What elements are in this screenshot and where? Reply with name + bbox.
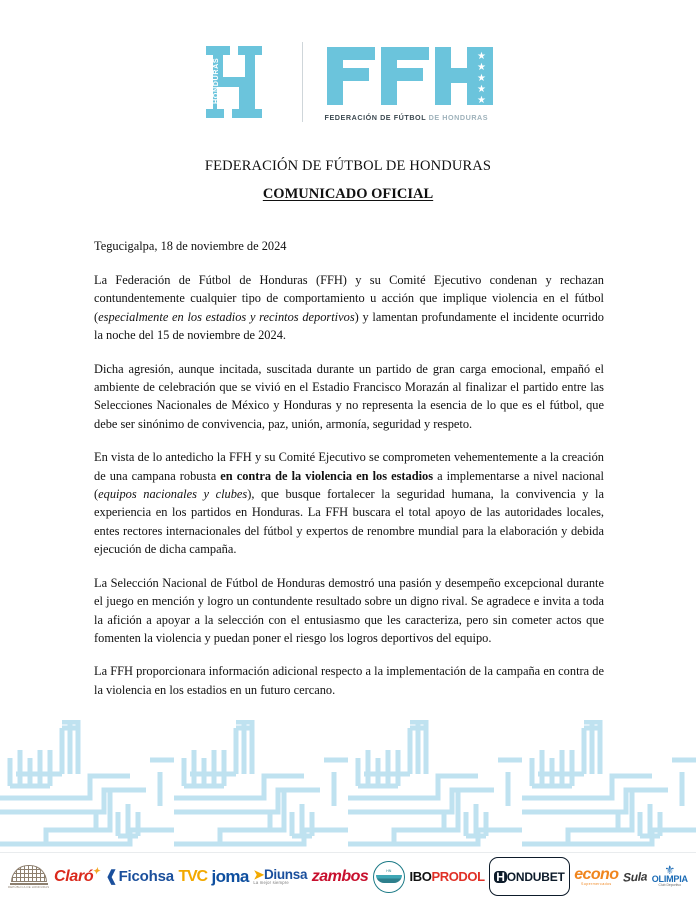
sponsor-joma bbox=[211, 860, 248, 894]
page-title: FEDERACIÓN DE FÚTBOL DE HONDURAS bbox=[204, 158, 492, 174]
sponsor-iboprodol bbox=[410, 860, 485, 894]
svg-text:★: ★ bbox=[476, 83, 486, 95]
claro-spark-icon: ✦ bbox=[92, 866, 100, 876]
diunsa-arrow-icon: ➤ bbox=[253, 866, 264, 882]
greek-key-maze-pattern bbox=[0, 720, 696, 852]
paragraph-1: La Federación de Fútbol de Honduras (FFH) y su Comité Ejecutivo condenan y rechazan contundentemente cualquier tipo de comportamiento u acción que implique violencia en el fútbol (especialmente en los estadios y recintos deportivos) y lamentan profundamente el incidente ocurrido la noche del 15 de noviembre de 2024. bbox=[94, 273, 604, 343]
ffh-wordmark-logo bbox=[303, 43, 495, 122]
sponsor-econo-tagline: Supermercados bbox=[581, 881, 612, 886]
sponsor-ficohsa bbox=[105, 860, 174, 894]
sponsor-tvc bbox=[178, 860, 206, 894]
svg-text:★: ★ bbox=[255, 87, 266, 100]
sponsor-iboprodol-label-b: PRODOL bbox=[431, 869, 485, 884]
svg-text:★: ★ bbox=[476, 72, 486, 84]
sponsor-diunsa bbox=[253, 860, 307, 894]
sponsor-diunsa-tagline: La mejor siempre bbox=[253, 880, 289, 886]
olimpia-lion-icon: ⚜ bbox=[664, 863, 676, 878]
svg-text:★: ★ bbox=[255, 76, 266, 89]
paragraph-2: Dicha agresión, aunque incitada, suscitada durante un partido de gran carga emocional, empañó el ambiente de celebración que se vivió en el Estadio Francisco Morazán al finalizar el partido entre las Selecciones Nacionales de México y Honduras y no representa la esencia de lo que es el fútbol, que debe ser sinónimo de convivencia, paz, unión, armonía, seguridad y respeto. bbox=[94, 361, 604, 431]
document-type-label: COMUNICADO OFICIAL bbox=[262, 186, 434, 202]
sponsor-gobierno-seal bbox=[8, 860, 49, 894]
sponsor-diunsa-label: Diunsa bbox=[263, 866, 308, 882]
svg-text:★: ★ bbox=[255, 54, 266, 67]
honduras-crest-logo bbox=[202, 42, 303, 122]
seal-dome-icon bbox=[11, 865, 47, 882]
sponsor-olimpia-tagline: Club Deportivo bbox=[658, 883, 681, 888]
svg-text:★: ★ bbox=[476, 50, 486, 62]
sponsor-econo bbox=[574, 860, 618, 894]
sponsor-olimpia-label: OLIMPIA bbox=[651, 874, 688, 885]
paragraph-3: En vista de lo antedicho la FFH y su Comité Ejecutivo se comprometen vehementemente a la creación de una campana robusta en contra de la violencia en los estadios a implementarse a nivel nacional (equipos nacionales y clubes), que busque fortalecer la seguridad humana, la convivencia y la experiencia en los partidos en Honduras. La FFH buscara el total apoyo de las autoridades locales, entes rectores internacionales del fútbol y expertos de renombre mundial para la elaboración y debida ejecución de dicha campaña. bbox=[94, 450, 604, 557]
paragraph-4: La Selección Nacional de Fútbol de Honduras demostró una pasión y desempeño excepcional durante el juego en mención y logro un contundente resultado sobre un digno rival. Se agradece e invita a toda la afición a apoyar a la selección con el entusiasmo que les caracteriza, pero sin cometer actos que fomenten la violencia y puedan poner el riesgo los logros deportivos del equipo. bbox=[94, 575, 604, 645]
sponsor-zambos bbox=[312, 860, 369, 894]
circle-wave-icon bbox=[376, 875, 402, 883]
svg-text:★: ★ bbox=[476, 94, 486, 106]
sponsor-circle-badge bbox=[373, 861, 405, 893]
ffh-subtitle-bold: FEDERACIÓN DE FÚTBOL bbox=[324, 112, 427, 122]
honduras-h-icon bbox=[202, 42, 280, 122]
svg-text:HONDURAS: HONDURAS bbox=[210, 57, 220, 104]
sponsor-diunsa-label-row bbox=[253, 868, 307, 882]
ffh-wordmark-icon bbox=[325, 43, 495, 109]
sponsor-zambos-label: zambos bbox=[311, 867, 369, 885]
crest-stars bbox=[256, 54, 266, 111]
paragraph-5: La FFH proporcionara información adicional respecto a la implementación de la campaña en contra de la violencia en los estadios en un futuro cercano. bbox=[94, 664, 604, 697]
ffh-logo-subtitle bbox=[325, 113, 489, 122]
sponsor-gobierno-caption: REPÚBLICA DE HONDURAS bbox=[8, 884, 50, 889]
dateline: Tegucigalpa, 18 de noviembre de 2024 bbox=[94, 239, 287, 253]
svg-text:★: ★ bbox=[255, 98, 266, 111]
ficohsa-flag-icon: ❰ bbox=[105, 868, 118, 885]
sponsor-circle-badge-label: HN bbox=[386, 869, 392, 874]
sponsor-olimpia bbox=[652, 860, 688, 894]
document-body bbox=[94, 238, 604, 699]
maze-pattern-svg bbox=[0, 720, 696, 852]
sponsor-joma-label: joma bbox=[211, 867, 249, 886]
document-type-heading bbox=[0, 186, 696, 203]
sponsor-logo-bar bbox=[0, 852, 696, 900]
ffh-logo-block bbox=[0, 36, 696, 128]
sponsor-hondubet-label-a: H bbox=[496, 869, 505, 884]
sponsor-claro bbox=[54, 860, 101, 894]
sponsor-tvc-label: TVC bbox=[178, 867, 207, 885]
ffh-subtitle-light: DE HONDURAS bbox=[428, 112, 489, 122]
svg-text:★: ★ bbox=[255, 65, 266, 78]
sponsor-hondubet bbox=[489, 857, 569, 896]
sponsor-sula-label: Sula bbox=[622, 868, 648, 885]
sponsor-sula bbox=[623, 859, 647, 894]
sponsor-iboprodol-label-a: IBO bbox=[409, 869, 432, 884]
sponsor-ficohsa-label: Ficohsa bbox=[118, 868, 174, 885]
svg-text:★: ★ bbox=[476, 61, 486, 73]
sponsor-econo-label: econo bbox=[574, 865, 619, 883]
sponsor-hondubet-label-b: ONDUBET bbox=[506, 869, 565, 884]
sponsor-claro-label: Claró bbox=[53, 867, 94, 885]
